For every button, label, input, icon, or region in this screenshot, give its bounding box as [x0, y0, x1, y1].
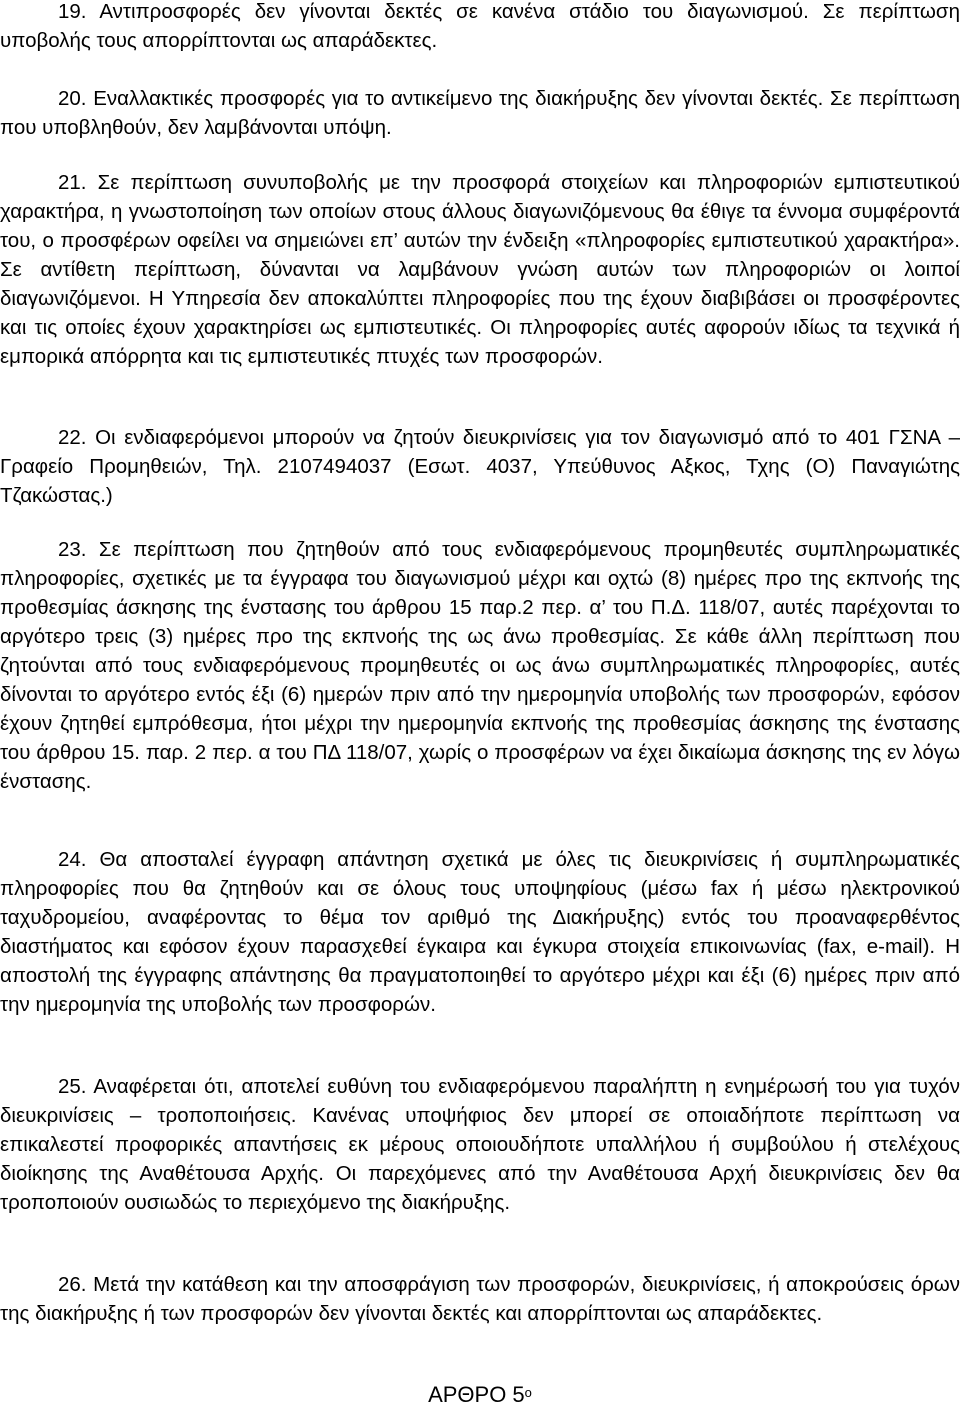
- paragraph-20: [0, 84, 960, 142]
- paragraph-text: Σε περίπτωση που ζητηθούν από τους ενδιαφερόμενους προμηθευτές συμπληρωματικές πληροφορίες, σχετικές με τα έγγραφα του διαγωνισμού μέχρι και οχτώ (8) ημέρες προ της εκπνοής της προθεσμίας άσκησης της ένστασης του άρθρου 15 παρ.2 περ. α’ του Π.Δ. 118/07, αυτές παρέχονται το αργότερο τρεις (3) ημέρες προ της εκπνοής της ως άνω προθεσμίας. Σε κάθε άλλη περίπτωση που ζητούνται από τους ενδιαφερόμενους προμηθευτές οι ως άνω συμπληρωματικές πληροφορίες, αυτές δίνονται το αργότερο εντός έξι (6) ημερών πριν από την ημερομηνία υποβολής των προσφορών, εφόσον έχουν ζητηθεί εμπρόθεσμα, ήτοι μέχρι την ημερομηνία εκπνοής της προθεσμίας άσκησης της ένστασης του άρθρου 15. παρ. 2 περ. α του ΠΔ 118/07, χωρίς ο προσφέρων να έχει δικαίωμα άσκησης της εν λόγω ένστασης.: [0, 538, 960, 793]
- paragraph-25: [0, 1072, 960, 1217]
- article-heading-text: ΑΡΘΡΟ 5: [428, 1382, 525, 1407]
- paragraph-number: 21.: [58, 171, 87, 194]
- paragraph-21: [0, 168, 960, 371]
- paragraph-24: [0, 845, 960, 1019]
- paragraph-number: 20.: [58, 87, 87, 110]
- paragraph-23: [0, 535, 960, 796]
- article-heading-superscript: ο: [524, 1385, 532, 1400]
- paragraph-number: 24.: [58, 848, 87, 871]
- paragraph-text: Αντιπροσφορές δεν γίνονται δεκτές σε κανένα στάδιο του διαγωνισμού. Σε περίπτωση υποβολής τους απορρίπτονται ως απαράδεκτες.: [0, 0, 960, 52]
- paragraph-number: 19.: [58, 0, 87, 23]
- paragraph-26: [0, 1270, 960, 1328]
- paragraph-number: 26.: [58, 1273, 87, 1296]
- paragraph-text: Εναλλακτικές προσφορές για το αντικείμενο της διακήρυξης δεν γίνονται δεκτές. Σε περίπτωση που υποβληθούν, δεν λαμβάνονται υπόψη.: [0, 87, 960, 139]
- paragraph-text: Σε περίπτωση συνυποβολής με την προσφορά στοιχείων και πληροφοριών εμπιστευτικού χαρακτήρα, η γνωστοποίηση των οποίων στους άλλους διαγωνιζόμενους θα έθιγε τα έννομα συμφέροντά του, ο προσφέρων οφείλει να σημειώνει επ’ αυτών την ένδειξη «πληροφορίες εμπιστευτικού χαρακτήρα». Σε αντίθετη περίπτωση, δύνανται να λαμβάνουν γνώση αυτών των πληροφοριών οι λοιποί διαγωνιζόμενοι. Η Υπηρεσία δεν αποκαλύπτει πληροφορίες που της έχουν διαβιβάσει οι προσφέροντες και τις οποίες έχουν χαρακτηρίσει ως εμπιστευτικές. Οι πληροφορίες αυτές αφορούν ιδίως τα τεχνικά ή εμπορικά απόρρητα και τις εμπιστευτικές πτυχές των προσφορών.: [0, 171, 960, 368]
- paragraph-text: Αναφέρεται ότι, αποτελεί ευθύνη του ενδιαφερόμενου παραλήπτη η ενημέρωσή του για τυχόν διευκρινίσεις – τροποποιήσεις. Κανένας υποψήφιος δεν μπορεί σε οποιαδήποτε περίπτωση να επικαλεστεί προφορικές απαντήσεις εκ μέρους οποιουδήποτε υπαλλήλου ή συμβούλου ή στελέχους διοίκησης της Αναθέτουσα Αρχής. Οι παρεχόμενες από την Αναθέτουσα Αρχή διευκρινίσεις δεν θα τροποποιούν ουσιωδώς το περιεχόμενο της διακήρυξης.: [0, 1075, 960, 1214]
- article-heading: [0, 1381, 960, 1409]
- paragraph-text: Θα αποσταλεί έγγραφη απάντηση σχετικά με όλες τις διευκρινίσεις ή συμπληρωματικές πληροφορίες που θα ζητηθούν και σε όλους τους υποψηφίους (μέσω fax ή μέσω ηλεκτρονικού ταχυδρομείου, αναφέροντας το θέμα τον αριθμό της Διακήρυξης) εντός του προαναφερθέντος διαστήματος και εφόσον έχουν παρασχεθεί έγκαιρα και έγκυρα στοιχεία επικοινωνίας (fax, e-mail). Η αποστολή της έγγραφης απάντησης θα πραγματοποιηθεί το αργότερο μέχρι και έξι (6) ημέρες πριν από την ημερομηνία της υποβολής των προσφορών.: [0, 848, 960, 1016]
- paragraph-19: [0, 0, 960, 55]
- paragraph-text: Οι ενδιαφερόμενοι μπορούν να ζητούν διευκρινίσεις για τον διαγωνισμό από το 401 ΓΣΝΑ – Γραφείο Προμηθειών, Τηλ. 2107494037 (Εσωτ. 4037, Υπεύθυνος Αξκος, Τχης (Ο) Παναγιώτης Τζακώστας.): [0, 426, 960, 507]
- paragraph-text: Μετά την κατάθεση και την αποσφράγιση των προσφορών, διευκρινίσεις, ή αποκρούσεις όρων της διακήρυξης ή των προσφορών δεν γίνονται δεκτές και απορρίπτονται ως απαράδεκτες.: [0, 1273, 960, 1325]
- paragraph-number: 23.: [58, 538, 87, 561]
- paragraph-number: 25.: [58, 1075, 87, 1098]
- paragraph-number: 22.: [58, 426, 87, 449]
- paragraph-22: [0, 423, 960, 510]
